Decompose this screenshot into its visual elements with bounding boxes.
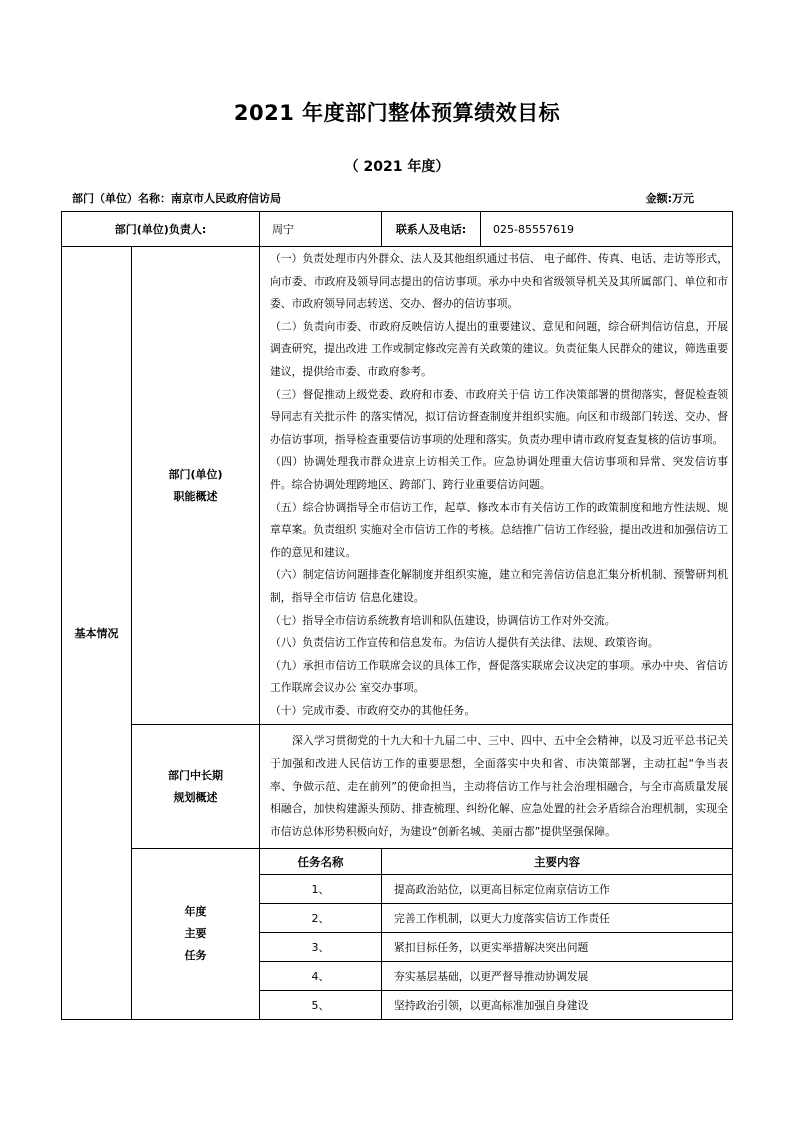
- year-subtitle: （ 2021 年度）: [344, 159, 450, 175]
- header-line: [72, 190, 694, 206]
- plan-label: [132, 725, 260, 849]
- contact-value: 025-85557619: [481, 212, 733, 247]
- responsible-label: 部门(单位)负责人:: [62, 212, 260, 247]
- functions-label: [132, 247, 260, 725]
- function-paragraph: （四）协调处理我市群众进京上访相关工作。应急协调处理重大信访事项和异常、突发信访事件。综合协调处理跨地区、跨部门、跨行业重要信访问题。: [270, 455, 729, 491]
- tasks-label-line2: 主要: [184, 927, 207, 941]
- function-paragraph: （十）完成市委、市政府交办的其他任务。: [270, 703, 476, 717]
- plan-content: [260, 725, 733, 849]
- task-number: 2、: [260, 904, 382, 933]
- task-content: 完善工作机制，以更大力度落实信访工作责任: [382, 904, 733, 933]
- function-paragraph: （九）承担市信访工作联席会议的具体工作，督促落实联席会议决定的事项。承办中央、省信访工作联席会议办公 室交办事项。: [270, 658, 729, 695]
- tasks-label-line3: 任务: [184, 949, 207, 963]
- tasks-label-line1: 年度: [184, 905, 207, 919]
- amount-unit-label: 金额:万元: [645, 192, 694, 205]
- responsible-row: [62, 212, 733, 247]
- tasks-label: [132, 849, 260, 1020]
- plan-row: [62, 725, 733, 849]
- task-content: 提高政治站位，以更高目标定位南京信访工作: [382, 875, 733, 904]
- budget-table: [61, 211, 733, 1020]
- responsible-value: 周宁: [260, 212, 382, 247]
- task-content: 坚持政治引领，以更高标准加强自身建设: [382, 991, 733, 1020]
- dept-name-label: 部门（单位）名称：南京市人民政府信访局: [72, 192, 281, 205]
- function-paragraph: （一）负责处理市内外群众、法人及其他组织通过书信、 电子邮件、传真、电话、走访等形式，向市委、市政府及领导同志提出的信访事项。承办中央和省级领导机关及其所属部门、单位和市委、市政府领导同志转送、交办、督办的信访事项。: [270, 252, 729, 311]
- functions-row: [62, 247, 733, 725]
- plan-label-line1: 部门中长期: [168, 768, 223, 782]
- task-number: 4、: [260, 962, 382, 991]
- functions-label-line1: 部门(单位): [168, 467, 223, 481]
- plan-label-line2: 规划概述: [173, 790, 218, 804]
- task-content: 夯实基层基础，以更严督导推动协调发展: [382, 962, 733, 991]
- task-content: 紧扣目标任务，以更实举措解决突出问题: [382, 933, 733, 962]
- function-paragraph: （二）负责向市委、市政府反映信访人提出的重要建议、意见和问题，综合研判信访信息，开展调查研究，提出改进 工作或制定修改完善有关政策的建议。负责征集人民群众的建议，筛选重要建议，提供给市委、市政府参考。: [270, 319, 729, 378]
- task-content-header: 主要内容: [382, 849, 733, 875]
- basic-info-label: 基本情况: [62, 247, 132, 1020]
- function-paragraph: （六）制定信访问题排查化解制度并组织实施，建立和完善信访信息汇集分析机制、预警研判机制，指导全市信访 信息化建设。: [270, 568, 729, 604]
- contact-label: 联系人及电话:: [382, 212, 481, 247]
- plan-text: 深入学习贯彻党的十九大和十九届二中、三中、四中、五中全会精神，以及习近平总书记关于加强和改进人民信访工作的重要思想，全面落实中央和省、市决策部署，主动扛起“争当表率、争做示范、走在前列”的使命担当，主动将信访工作与社会治理相融合，与全市高质量发展相融合，加快构建源头预防、排查梳理、纠纷化解、应急处置的社会矛盾综合治理机制，实现全市信访总体形势积极向好，为建设“创新名城、美丽古都”提供坚强保障。: [270, 734, 729, 838]
- function-paragraph: （八）负责信访工作宣传和信息发布。为信访人提供有关法律、法规、政策咨询。: [270, 636, 659, 650]
- task-number: 1、: [260, 875, 382, 904]
- function-paragraph: （五）综合协调指导全市信访工作，起草、修改本市有关信访工作的政策制度和地方性法规、规章草案。负责组织 实施对全市信访工作的考核。总结推广信访工作经验，提出改进和加强信访工作的意见和建议。: [270, 500, 729, 559]
- functions-content: [260, 247, 733, 725]
- task-name-header: 任务名称: [260, 849, 382, 875]
- page-title: 2021 年度部门整体预算绩效目标: [233, 101, 561, 125]
- function-paragraph: （三）督促推动上级党委、政府和市委、市政府关于信 访工作决策部署的贯彻落实，督促检查领导同志有关批示件 的落实情况，拟订信访督查制度并组织实施。向区和市级部门转送、交办、督办信访事项，指导检查重要信访事项的处理和落实。负责办理申请市政府复查复核的信访事项。: [270, 387, 729, 446]
- task-number: 5、: [260, 991, 382, 1020]
- function-paragraph: （七）指导全市信访系统教育培训和队伍建设，协调信访工作对外交流。: [270, 613, 616, 627]
- task-number: 3、: [260, 933, 382, 962]
- functions-label-line2: 职能概述: [173, 489, 218, 503]
- tasks-header-row: [62, 849, 733, 875]
